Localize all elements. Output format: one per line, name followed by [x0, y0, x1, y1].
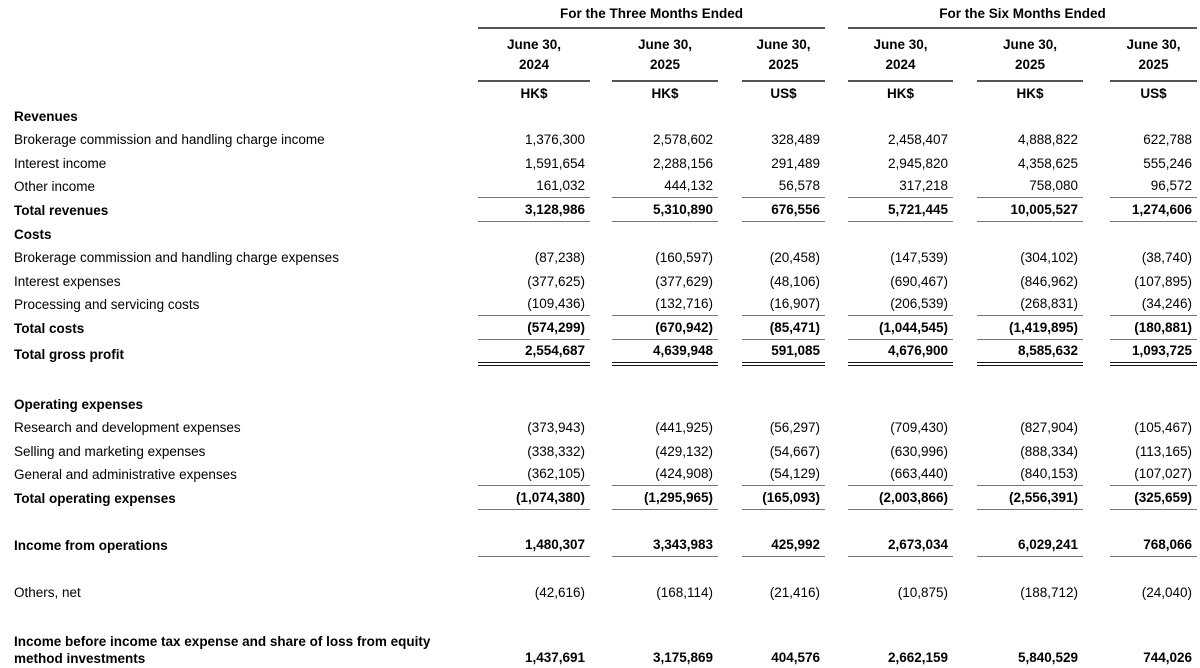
currency-header: HK$	[1016, 86, 1044, 101]
value-cell: (888,334)	[1020, 443, 1079, 459]
row-label: Costs	[14, 226, 52, 242]
value-cell: 4,639,948	[590, 340, 718, 366]
row-label: Other income	[14, 179, 96, 195]
column-header	[825, 29, 953, 82]
section-row	[12, 222, 1197, 246]
value-cell: (377,625)	[527, 273, 585, 289]
column-date-line2: 2025	[1138, 57, 1169, 72]
column-date-line1: June 30,	[756, 37, 811, 52]
value-cell: 4,676,900	[825, 340, 953, 366]
spacer-row	[12, 604, 1197, 624]
table-row	[12, 269, 1197, 293]
value-cell	[953, 222, 1083, 246]
currency-header: HK$	[520, 86, 548, 101]
section-row	[12, 104, 1197, 128]
group-title-three-months: For the Three Months Ended	[478, 6, 825, 29]
value-cell	[718, 222, 825, 246]
value-cell: (709,430)	[890, 420, 949, 436]
value-cell: (113,165)	[1135, 443, 1193, 459]
row-label: Revenues	[14, 108, 78, 124]
value-cell: 5,721,445	[825, 198, 953, 222]
table-row	[12, 624, 1197, 668]
value-cell: (168,114)	[656, 585, 713, 601]
value-cell: (377,629)	[655, 273, 713, 289]
value-cell: 2,662,159	[825, 624, 953, 668]
value-cell: (56,297)	[769, 420, 821, 436]
value-cell: (165,093)	[718, 486, 825, 510]
row-label: Total costs	[14, 320, 85, 336]
table-row	[12, 175, 1197, 199]
row-label: Income before income tax expense and share of loss from equity method investments	[14, 634, 431, 667]
column-date-line2: 2025	[768, 57, 799, 72]
row-label: Selling and marketing expenses	[14, 443, 206, 459]
table-row	[12, 293, 1197, 317]
table-row	[12, 416, 1197, 440]
value-cell: (373,943)	[527, 420, 585, 436]
value-cell: 8,585,632	[953, 340, 1083, 366]
spacer-row	[12, 510, 1197, 533]
value-cell: 10,005,527	[953, 198, 1083, 222]
value-cell: (10,875)	[897, 585, 949, 601]
currency-row	[12, 82, 1197, 104]
corner-cell	[12, 29, 460, 82]
value-cell: 1,093,725	[1083, 340, 1197, 366]
column-date-line1: June 30,	[637, 37, 693, 52]
income-statement-table	[12, 6, 1197, 668]
value-cell: (147,539)	[890, 250, 949, 266]
value-cell: 555,246	[1143, 155, 1193, 171]
value-cell: 676,556	[718, 198, 825, 222]
value-cell: 4,358,625	[1017, 155, 1079, 171]
row-label: Interest income	[14, 155, 107, 171]
value-cell: (21,416)	[769, 585, 821, 601]
column-date-line2: 2025	[1014, 57, 1046, 72]
value-cell: (20,458)	[769, 250, 821, 266]
value-cell: 425,992	[718, 533, 825, 557]
table-row	[12, 463, 1197, 487]
value-cell: (2,003,866)	[825, 486, 953, 510]
currency-header: HK$	[651, 86, 679, 101]
value-cell: (188,712)	[1020, 585, 1079, 601]
currency-header: HK$	[887, 86, 915, 101]
value-cell: (325,659)	[1083, 486, 1197, 510]
row-label: Processing and servicing costs	[14, 297, 200, 313]
column-header	[1083, 29, 1197, 82]
spacer-cell	[12, 557, 1197, 581]
table-row	[12, 581, 1197, 605]
row-label: Research and development expenses	[14, 420, 241, 436]
value-cell: (48,106)	[769, 273, 821, 289]
value-cell: 1,437,691	[460, 624, 590, 668]
value-cell: 758,080	[953, 175, 1083, 199]
table-body	[12, 104, 1197, 668]
row-label: Others, net	[14, 585, 81, 601]
corner-cell	[12, 82, 460, 104]
value-cell: (34,246)	[1083, 293, 1197, 317]
value-cell: (109,436)	[460, 293, 590, 317]
group-header-three-months	[460, 6, 825, 29]
column-header	[460, 29, 590, 82]
row-label: Total gross profit	[14, 346, 124, 362]
column-header	[590, 29, 718, 82]
value-cell: 1,591,654	[524, 155, 585, 171]
value-cell: (827,904)	[1020, 420, 1079, 436]
value-cell: (1,044,545)	[825, 316, 953, 340]
value-cell: 622,788	[1143, 132, 1193, 148]
row-label: Interest expenses	[14, 273, 121, 289]
column-date-line1: June 30,	[506, 37, 562, 52]
value-cell: 2,458,407	[887, 132, 949, 148]
value-cell: (1,419,895)	[953, 316, 1083, 340]
column-date-line1: June 30,	[1126, 37, 1181, 52]
spacer-cell	[12, 604, 1197, 624]
row-label: Total operating expenses	[14, 490, 176, 506]
value-cell: 5,310,890	[590, 198, 718, 222]
value-cell: (268,831)	[953, 293, 1083, 317]
group-title-six-months: For the Six Months Ended	[848, 6, 1197, 29]
value-cell: (424,908)	[590, 463, 718, 487]
row-label: Operating expenses	[14, 396, 144, 412]
column-header	[718, 29, 825, 82]
value-cell: (107,027)	[1083, 463, 1197, 487]
row-label: Brokerage commission and handling charge expenses	[14, 250, 339, 266]
value-cell: (663,440)	[825, 463, 953, 487]
table-row	[12, 198, 1197, 222]
value-cell	[953, 104, 1083, 128]
currency-header: US$	[770, 86, 797, 101]
value-cell: (429,132)	[655, 443, 713, 459]
section-row	[12, 392, 1197, 416]
value-cell: (180,881)	[1083, 316, 1197, 340]
value-cell: (1,074,380)	[460, 486, 590, 510]
table-row	[12, 128, 1197, 152]
value-cell: (304,102)	[1020, 250, 1079, 266]
value-cell	[590, 222, 718, 246]
value-cell: 6,029,241	[953, 533, 1083, 557]
group-header-row	[12, 6, 1197, 29]
value-cell: (24,040)	[1141, 585, 1193, 601]
value-cell	[460, 222, 590, 246]
value-cell: (2,556,391)	[953, 486, 1083, 510]
value-cell: 2,673,034	[825, 533, 953, 557]
table-row	[12, 316, 1197, 340]
value-cell: (840,153)	[953, 463, 1083, 487]
value-cell: (338,332)	[527, 443, 585, 459]
currency-header: US$	[1140, 86, 1167, 101]
value-cell: (206,539)	[825, 293, 953, 317]
table-row	[12, 246, 1197, 270]
row-label: Income from operations	[14, 537, 168, 553]
value-cell: (42,616)	[534, 585, 585, 601]
column-date-line1: June 30,	[873, 37, 928, 52]
group-header-six-months	[825, 6, 1197, 29]
value-cell	[1083, 392, 1197, 416]
value-cell: 1,274,606	[1083, 198, 1197, 222]
row-label: Brokerage commission and handling charge income	[14, 132, 325, 148]
value-cell: 444,132	[590, 175, 718, 199]
column-date-line1: June 30,	[1003, 37, 1058, 52]
spacer-cell	[12, 510, 1197, 533]
value-cell	[825, 392, 953, 416]
value-cell: 5,840,529	[953, 624, 1083, 668]
value-cell: 404,576	[718, 624, 825, 668]
value-cell: 3,343,983	[590, 533, 718, 557]
column-date-line2: 2024	[885, 57, 916, 72]
value-cell: (105,467)	[1134, 420, 1193, 436]
value-cell: (630,996)	[890, 443, 949, 459]
spacer-row	[12, 557, 1197, 581]
column-header	[953, 29, 1083, 82]
value-cell: 2,945,820	[887, 155, 949, 171]
value-cell	[718, 104, 825, 128]
row-label: Total revenues	[14, 202, 109, 218]
value-cell: (85,471)	[718, 316, 825, 340]
column-date-line2: 2025	[649, 57, 681, 72]
value-cell: 317,218	[825, 175, 953, 199]
value-cell: (846,962)	[1020, 273, 1079, 289]
value-cell: 3,175,869	[590, 624, 718, 668]
value-cell: (441,925)	[655, 420, 713, 436]
value-cell: 2,288,156	[652, 155, 713, 171]
column-date-line2: 2024	[518, 57, 550, 72]
value-cell	[590, 392, 718, 416]
value-cell: (670,942)	[590, 316, 718, 340]
value-cell: 161,032	[460, 175, 590, 199]
value-cell	[825, 104, 953, 128]
value-cell: 96,572	[1083, 175, 1197, 199]
table-row	[12, 340, 1197, 366]
row-label: General and administrative expenses	[14, 467, 237, 483]
corner-cell	[12, 6, 460, 29]
table-row	[12, 533, 1197, 557]
value-cell	[460, 104, 590, 128]
value-cell: (1,295,965)	[590, 486, 718, 510]
value-cell: (54,667)	[769, 443, 821, 459]
value-cell: 2,578,602	[652, 132, 713, 148]
value-cell: (362,105)	[460, 463, 590, 487]
spacer-cell	[12, 366, 1197, 392]
value-cell	[460, 392, 590, 416]
table-row	[12, 439, 1197, 463]
value-cell: (54,129)	[718, 463, 825, 487]
value-cell: (16,907)	[718, 293, 825, 317]
value-cell: 3,128,986	[460, 198, 590, 222]
value-cell	[1083, 104, 1197, 128]
value-cell: 56,578	[718, 175, 825, 199]
value-cell	[953, 392, 1083, 416]
value-cell: 328,489	[771, 132, 821, 148]
value-cell: 591,085	[718, 340, 825, 366]
column-header-row	[12, 29, 1197, 82]
value-cell	[825, 222, 953, 246]
value-cell: (107,895)	[1134, 273, 1193, 289]
spacer-row	[12, 366, 1197, 392]
table-row	[12, 486, 1197, 510]
value-cell: (38,740)	[1141, 250, 1193, 266]
value-cell	[718, 392, 825, 416]
value-cell: (132,716)	[590, 293, 718, 317]
value-cell: 1,376,300	[524, 132, 585, 148]
value-cell	[590, 104, 718, 128]
value-cell	[1083, 222, 1197, 246]
value-cell: (690,467)	[890, 273, 949, 289]
value-cell: 1,480,307	[460, 533, 590, 557]
value-cell: 4,888,822	[1017, 132, 1079, 148]
value-cell: (160,597)	[655, 250, 713, 266]
value-cell: 2,554,687	[460, 340, 590, 366]
value-cell: 291,489	[771, 155, 821, 171]
value-cell: (87,238)	[534, 250, 585, 266]
value-cell: 768,066	[1083, 533, 1197, 557]
value-cell: (574,299)	[460, 316, 590, 340]
table-row	[12, 151, 1197, 175]
value-cell: 744,026	[1083, 624, 1197, 668]
